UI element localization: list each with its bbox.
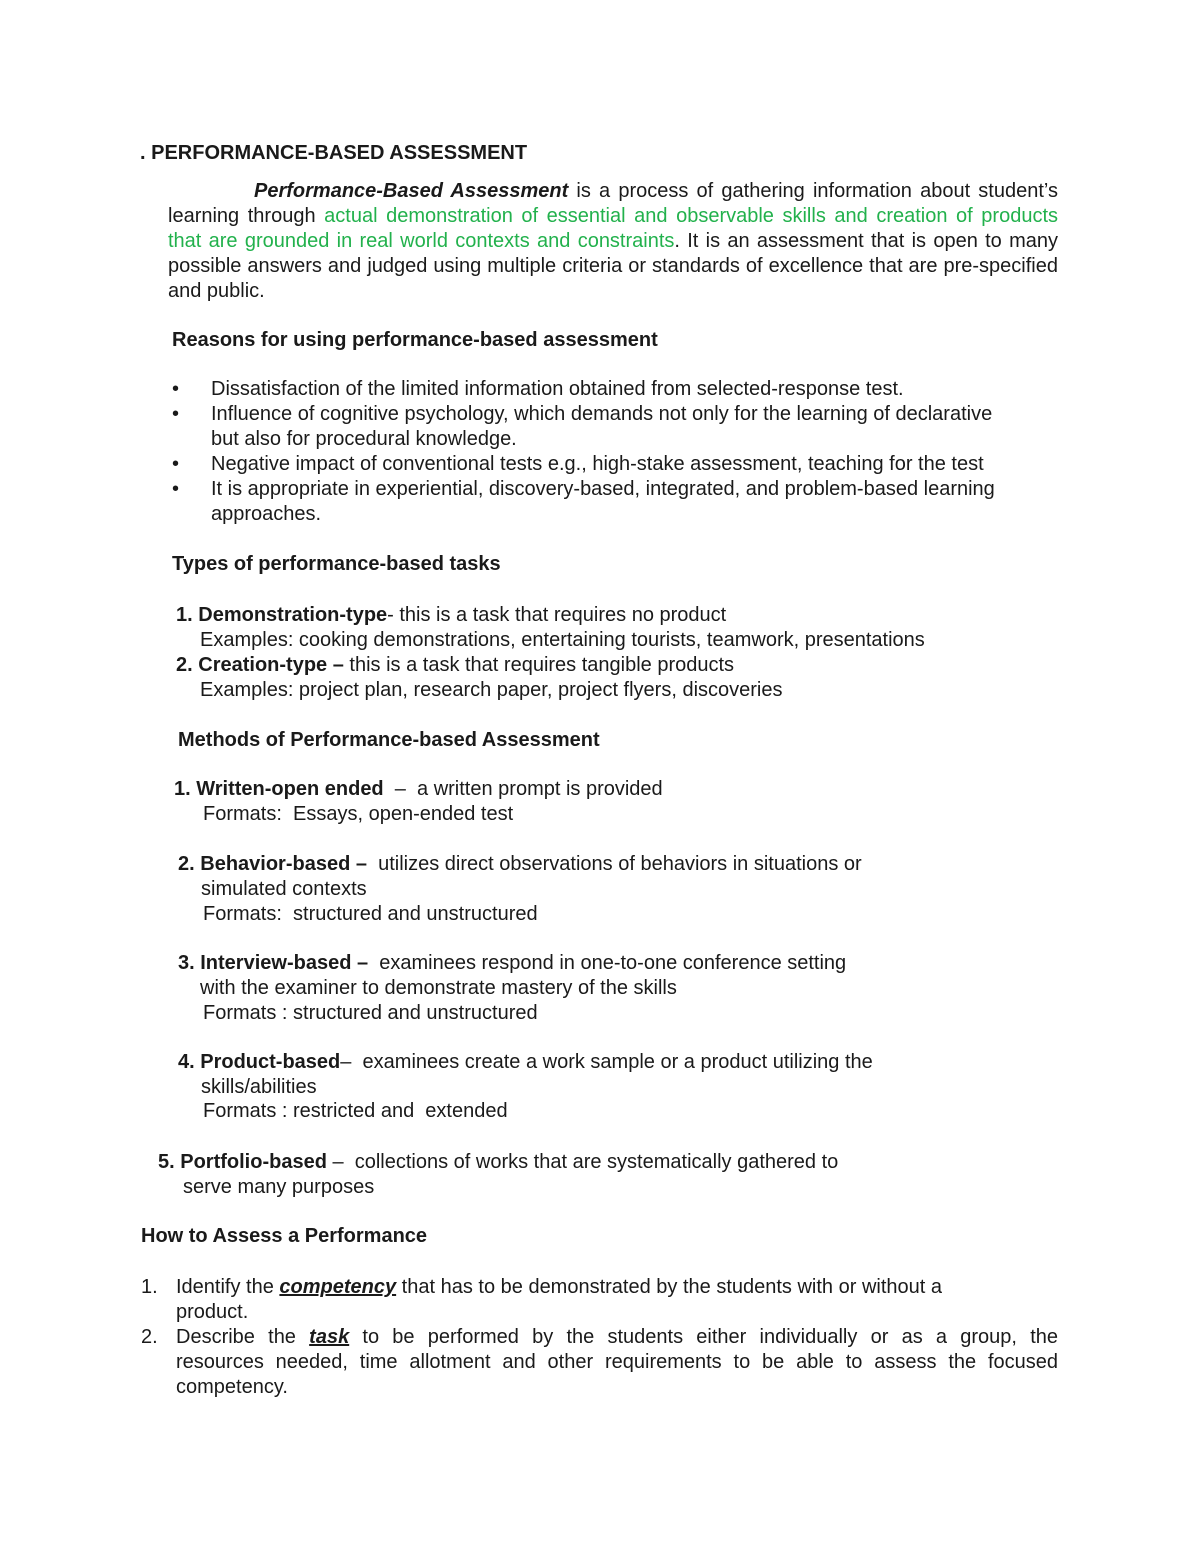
types-heading: Types of performance-based tasks: [172, 553, 501, 575]
reason-item-2-cont: but also for procedural knowledge.: [211, 428, 517, 450]
task-keyword: task: [309, 1326, 350, 1348]
method-item-2: 2. Behavior-based – utilizes direct observations of behaviors in situations or: [178, 853, 862, 875]
method-item-5-cont: serve many purposes: [183, 1176, 375, 1198]
method-item-1-formats: Formats: Essays, open-ended test: [203, 803, 514, 825]
reason-item-4: It is appropriate in experiential, discovery-based, integrated, and problem-based learning: [211, 478, 995, 500]
intro-text-1: is a process of gathering information about student’s learning through: [168, 180, 1058, 227]
assess-item-2-cont2: competency.: [176, 1376, 288, 1398]
reason-item-4-cont: approaches.: [211, 503, 322, 525]
assess-item-2: Describe the task to be performed by the students either individually or as a group, the: [176, 1326, 1058, 1348]
bullet-icon: •: [172, 403, 180, 425]
assess-item-2-cont: resources needed, time allotment and other requirements to be able to assess the focused: [176, 1351, 1058, 1373]
assess-heading: How to Assess a Performance: [141, 1225, 428, 1247]
type-item-2: 2. Creation-type – this is a task that requires tangible products: [176, 654, 735, 676]
reasons-heading: Reasons for using performance-based assessment: [172, 329, 658, 351]
type-item-2-examples: Examples: project plan, research paper, project flyers, discoveries: [200, 679, 783, 701]
page-title: . PERFORMANCE-BASED ASSESSMENT: [140, 142, 528, 164]
bullet-icon: •: [172, 453, 180, 475]
competency-keyword: competency: [279, 1276, 397, 1298]
assess-item-1-num: 1.: [141, 1276, 158, 1298]
intro-highlight: actual demonstration of essential and observable skills and creation of products that are grounded in real world contexts and constraints: [168, 205, 1058, 252]
type-item-1-examples: Examples: cooking demonstrations, entertaining tourists, teamwork, presentations: [200, 629, 925, 651]
assess-item-1-cont: product.: [176, 1301, 249, 1323]
method-item-4: 4. Product-based– examinees create a work sample or a product utilizing the: [178, 1051, 873, 1073]
intro-paragraph: [168, 179, 1058, 304]
intro-text-2: . It is an assessment that is open to many possible answers and judged using multiple criteria or standards of excellence that are pre-specified and public.: [168, 230, 1058, 302]
method-item-3: 3. Interview-based – examinees respond in one-to-one conference setting: [178, 952, 847, 974]
method-item-1: 1. Written-open ended – a written prompt is provided: [174, 778, 663, 800]
bullet-icon: •: [172, 478, 180, 500]
intro-term: Performance-Based Assessment: [254, 180, 569, 202]
reason-item-3: Negative impact of conventional tests e.g., high-stake assessment, teaching for the test: [211, 453, 984, 475]
assess-item-2-num: 2.: [141, 1326, 158, 1348]
method-item-2-formats: Formats: structured and unstructured: [203, 903, 538, 925]
methods-heading: Methods of Performance-based Assessment: [178, 729, 600, 751]
method-item-4-cont: skills/abilities: [201, 1076, 317, 1098]
method-item-3-cont: with the examiner to demonstrate mastery of the skills: [200, 977, 677, 999]
assess-item-1: Identify the competency that has to be demonstrated by the students with or without a: [176, 1276, 943, 1298]
method-item-4-formats: Formats : restricted and extended: [203, 1100, 508, 1122]
method-item-5: 5. Portfolio-based – collections of works that are systematically gathered to: [158, 1151, 839, 1173]
type-item-1: 1. Demonstration-type- this is a task that requires no product: [176, 604, 727, 626]
method-item-3-formats: Formats : structured and unstructured: [203, 1002, 538, 1024]
reason-item-1: Dissatisfaction of the limited information obtained from selected-response test.: [211, 378, 904, 400]
method-item-2-cont: simulated contexts: [201, 878, 367, 900]
bullet-icon: •: [172, 378, 180, 400]
reason-item-2: Influence of cognitive psychology, which demands not only for the learning of declarative: [211, 403, 993, 425]
